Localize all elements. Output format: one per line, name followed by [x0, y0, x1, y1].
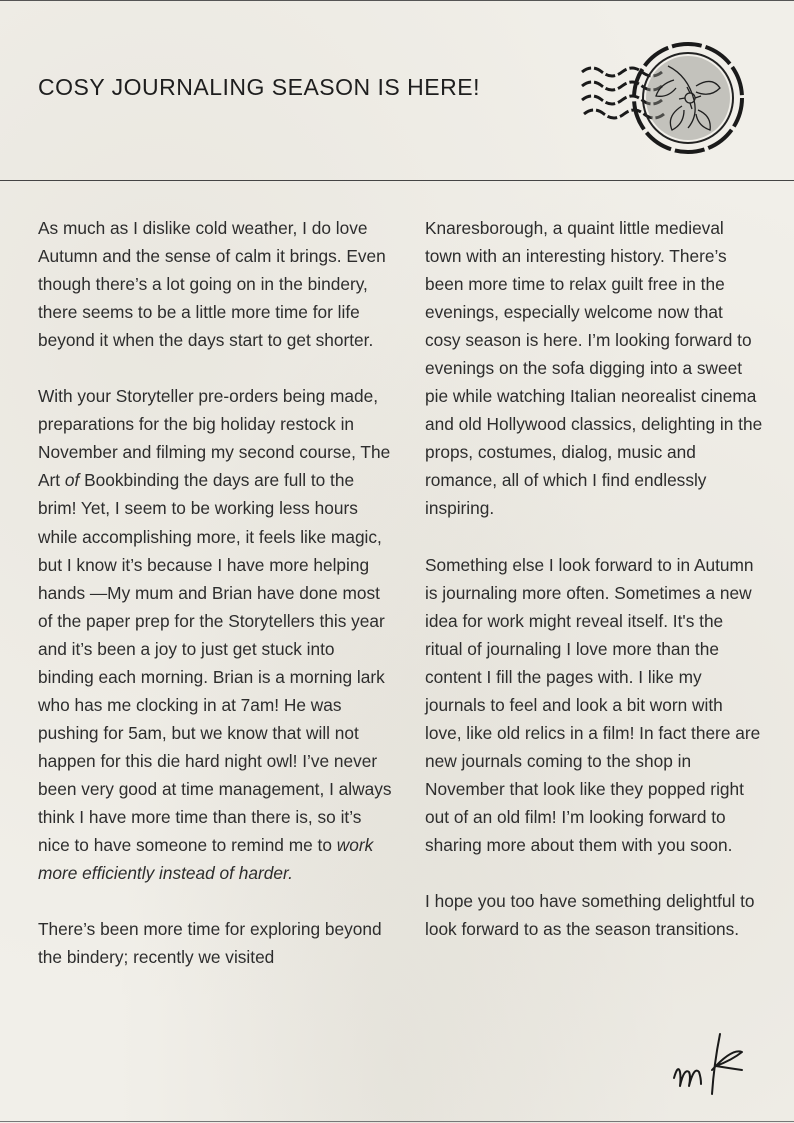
paragraph: As much as I dislike cold weather, I do love Autumn and the sense of calm it brings. Even though there’s a lot going on in the bindery, there seems to be a little more time for life beyond it when the days start to get shorter.	[38, 218, 386, 351]
paragraph: Knaresborough, a quaint little medieval town with an interesting history. There’s been more time to relax guilt free in the evenings, especially welcome now that cosy season is here. I’m looking forward to evenings on the sofa digging into a sweet pie while watching Italian neorealist cinema and old Hollywood classics, delighting in the props, costumes, dialog, music and romance, all of which I find endlessly inspiring.	[425, 218, 763, 519]
paragraph-text: With your Storyteller pre-orders being made, preparations for the big holiday restock in November and filming my second course, The Art	[38, 386, 391, 491]
paragraph-text: Bookbinding the days are full to the brim! Yet, I seem to be working less hours while accomplishing more, it feels like magic, but I know it’s because I have more helping hands —My mum and Brian have done most of the paper prep for the Storytellers this year and it’s been a joy to just get stuck into binding each morning. Brian is a morning lark who has me clocking in at 7am! He was pushing for 5am, but we know that will not happen for this die hard night owl! I’ve never been very good at time management, I always think I have more time than there is, so it’s nice to have someone to remind me to	[38, 470, 392, 856]
italic-text: work more efficiently instead of harder.	[38, 835, 374, 884]
letter-column-right	[425, 214, 763, 971]
page-title: COSY JOURNALING SEASON IS HERE!	[38, 74, 480, 100]
italic-text: of	[64, 470, 80, 491]
paragraph: Something else I look forward to in Autumn is journaling more often. Sometimes a new idea for work might reveal itself. It's the ritual of journaling I love more than the content I fill the pages with. I like my journals to feel and look a bit worn with love, like old relics in a film! In fact there are new journals coming to the shop in November that look like they popped right out of an old film! I’m looking forward to sharing more about them with you soon.	[425, 554, 761, 856]
letter-header	[0, 0, 794, 181]
signature	[664, 1030, 764, 1100]
bottom-divider	[0, 1121, 794, 1122]
paragraph: There’s been more time for exploring beyond the bindery; recently we visited	[38, 919, 382, 968]
letter-column-left	[38, 214, 394, 999]
paragraph	[38, 382, 394, 887]
paragraph: I hope you too have something delightful to look forward to as the season transitions.	[425, 891, 755, 940]
postmark-stamp-icon	[578, 36, 744, 156]
